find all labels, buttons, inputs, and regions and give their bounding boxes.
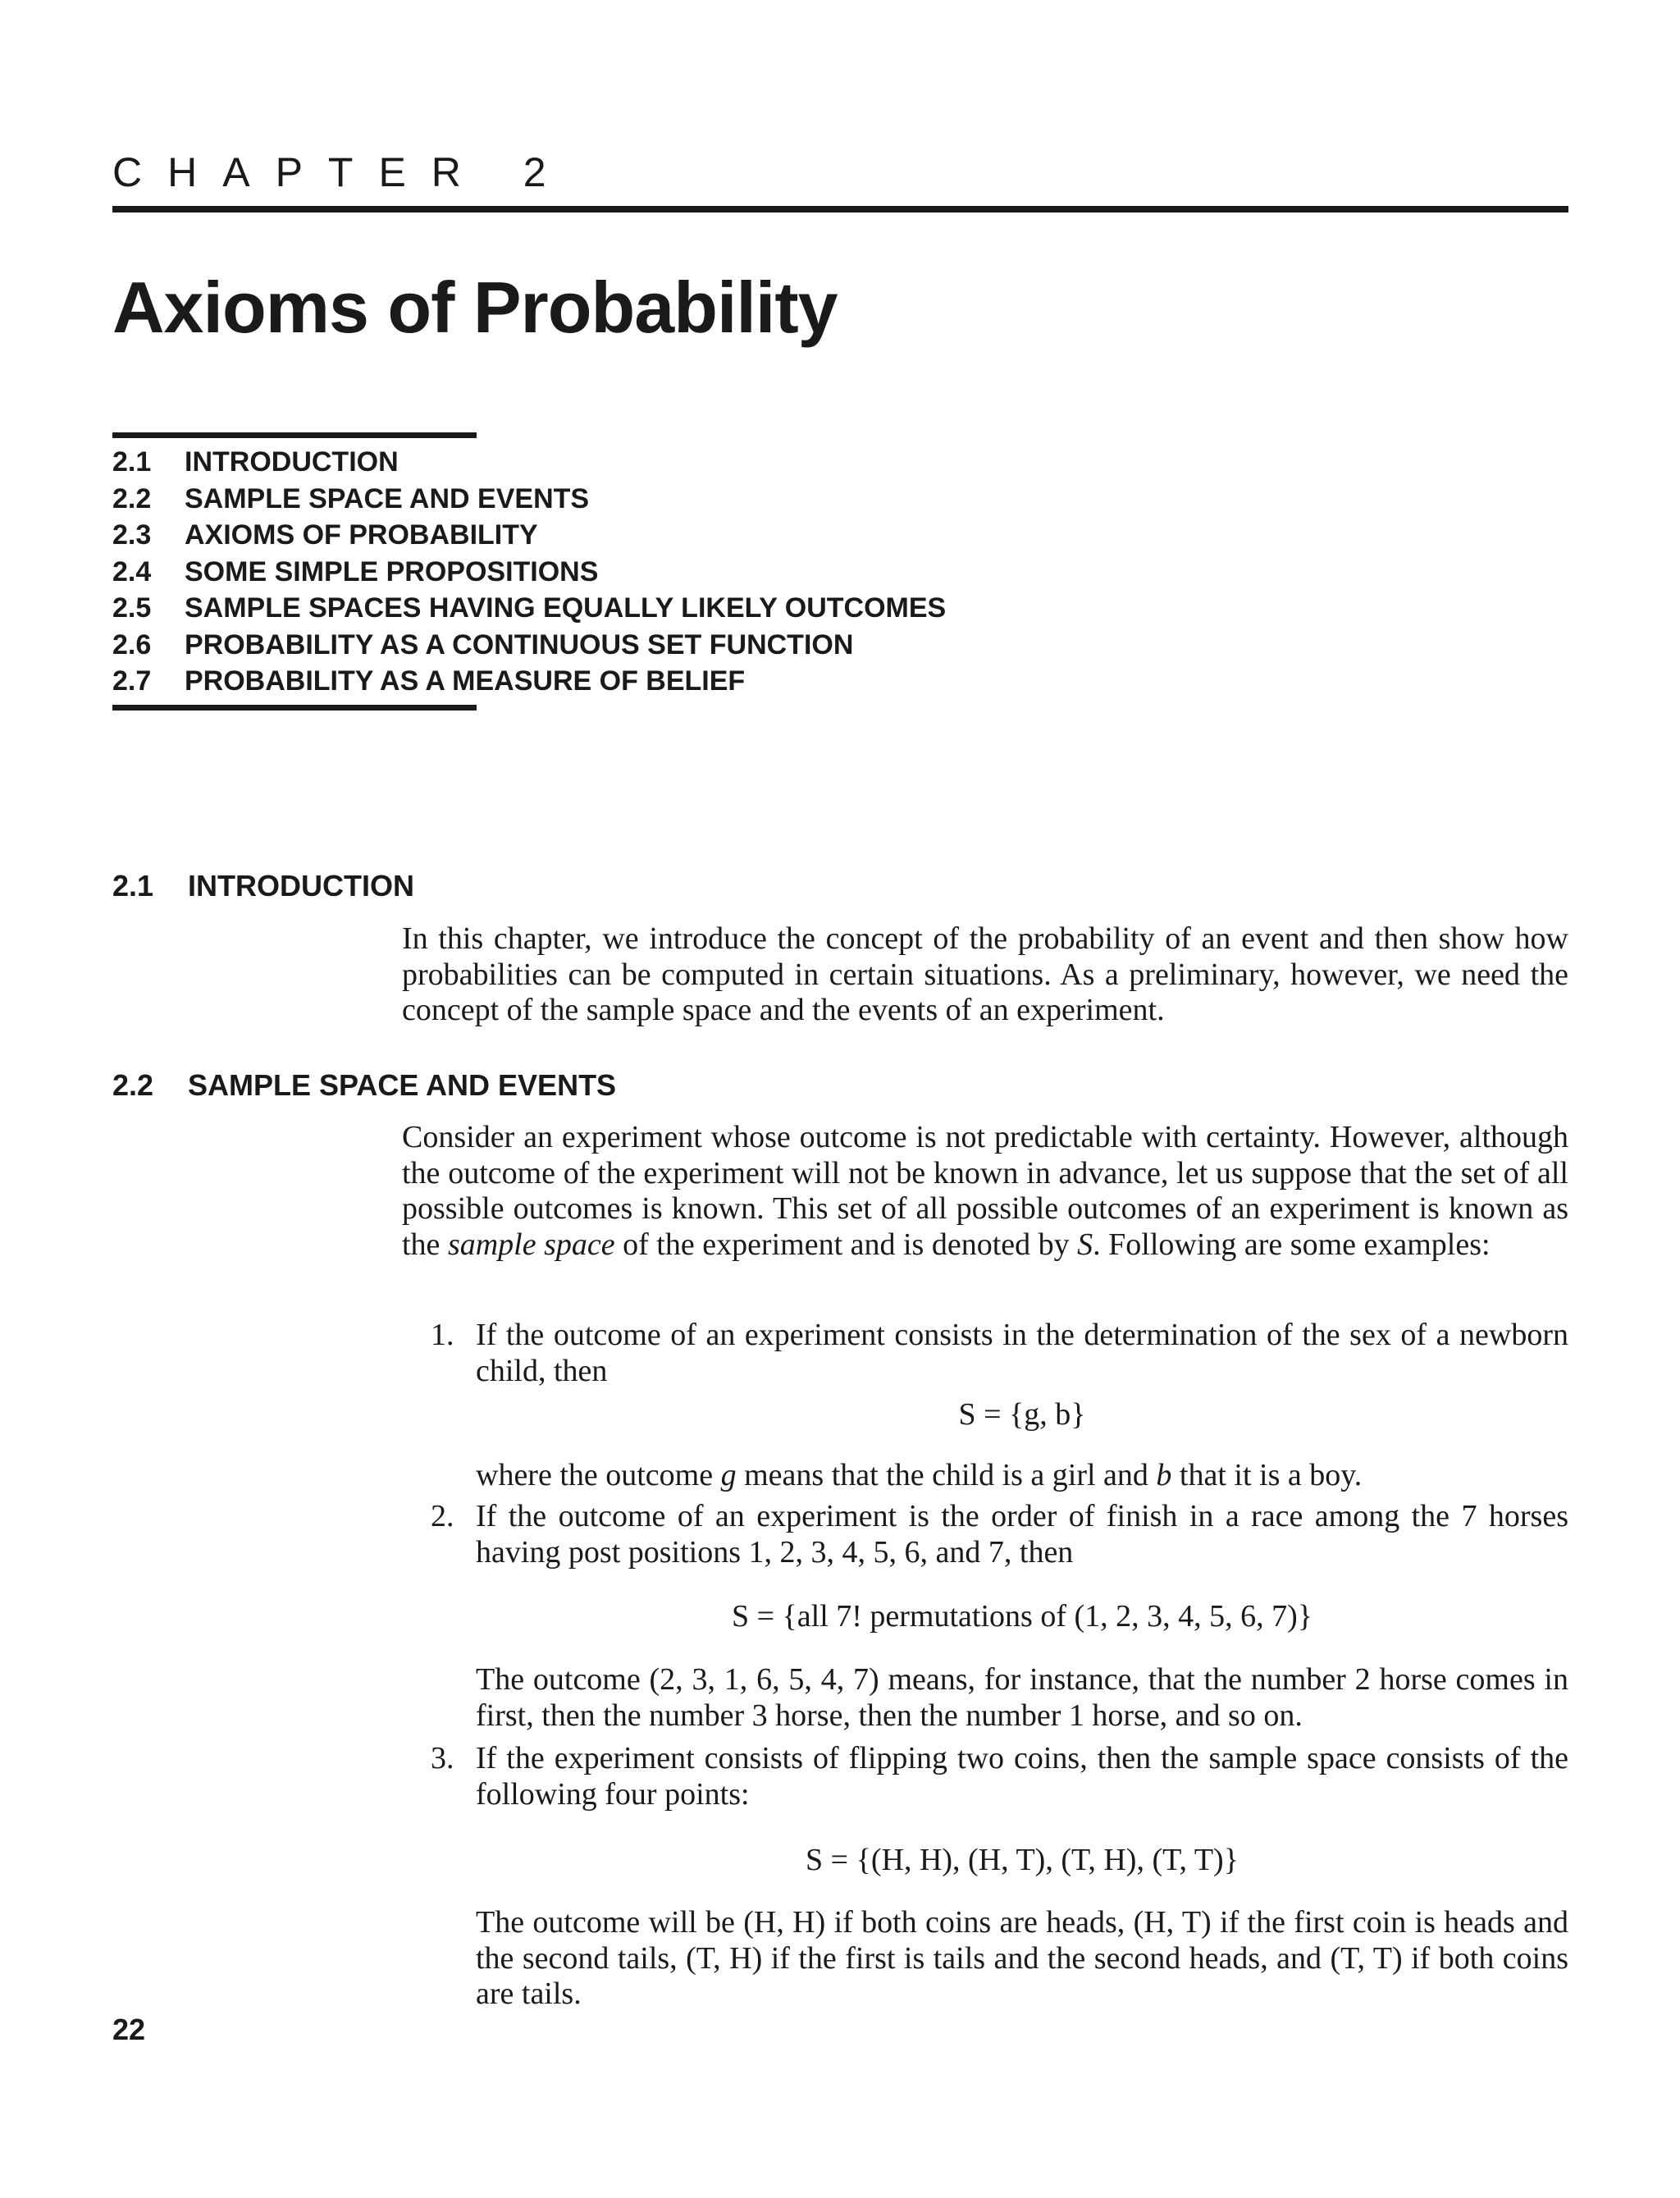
- toc-item-number: 2.3: [112, 519, 152, 551]
- toc-item-number: 2.7: [112, 665, 152, 697]
- toc-item: [112, 590, 946, 627]
- symbol-b: b: [1156, 1458, 1172, 1492]
- equation-two-coins: S = {(H, H), (H, T), (T, H), (T, T)}: [806, 1843, 1239, 1877]
- toc-item-title: PROBABILITY AS A CONTINUOUS SET FUNCTION: [185, 628, 854, 660]
- toc-top-rule: [112, 432, 477, 438]
- followup-text: means that the child is a girl and: [736, 1458, 1157, 1492]
- example-number: 2.: [431, 1499, 454, 1533]
- toc-item-title: SOME SIMPLE PROPOSITIONS: [185, 555, 599, 587]
- section-heading-introduction: [112, 868, 414, 904]
- toc-item-number: 2.4: [112, 555, 152, 587]
- toc-item-title: SAMPLE SPACES HAVING EQUALLY LIKELY OUTCOMES: [185, 592, 947, 624]
- sample-space-paragraph: [402, 1120, 1568, 1263]
- example-followup: The outcome (2, 3, 1, 6, 5, 4, 7) means, for instance, that the number 2 horse comes in first, then the number 3 horse, then the number 1 horse, and so on.: [476, 1662, 1568, 1733]
- page-number: 22: [112, 2013, 146, 2046]
- term-sample-space: sample space: [447, 1227, 615, 1262]
- paragraph-text: of the experiment and is denoted by: [614, 1227, 1078, 1262]
- toc-item-title: AXIOMS OF PROBABILITY: [185, 519, 538, 551]
- toc-item-title: INTRODUCTION: [185, 446, 399, 478]
- toc-item-title: PROBABILITY AS A MEASURE OF BELIEF: [185, 665, 746, 697]
- example-number: 3.: [431, 1741, 454, 1775]
- example-text: If the outcome of an experiment consists in the determination of the sex of a newborn child, then: [476, 1318, 1568, 1388]
- toc-item-title: SAMPLE SPACE AND EVENTS: [185, 482, 590, 514]
- section-title: SAMPLE SPACE AND EVENTS: [188, 1068, 617, 1102]
- section-number: 2.2: [112, 1068, 154, 1102]
- section-heading-sample-space: [112, 1067, 616, 1104]
- equation-sex-of-child: S = {g, b}: [958, 1397, 1086, 1432]
- equation-permutations: S = {all 7! permutations of (1, 2, 3, 4, 5, 6, 7)}: [731, 1599, 1313, 1634]
- section-title: INTRODUCTION: [188, 869, 414, 903]
- toc-item: [112, 481, 946, 518]
- example-text: If the outcome of an experiment is the order of finish in a race among the 7 horses having post positions 1, 2, 3, 4, 5, 6, and 7, then: [476, 1499, 1568, 1570]
- followup-text: where the outcome: [476, 1458, 721, 1492]
- chapter-rule: [112, 206, 1568, 212]
- chapter-label: CHAPTER 2: [112, 149, 572, 195]
- toc-item-number: 2.2: [112, 482, 152, 514]
- toc-item: [112, 663, 946, 700]
- symbol-g: g: [720, 1458, 737, 1492]
- chapter-toc: [112, 444, 946, 700]
- paragraph-text: . Following are some examples:: [1093, 1227, 1491, 1262]
- followup-text: that it is a boy.: [1171, 1458, 1363, 1492]
- toc-item: [112, 627, 946, 664]
- example-number: 1.: [431, 1318, 454, 1352]
- section-number: 2.1: [112, 869, 154, 903]
- toc-item: [112, 554, 946, 591]
- symbol-s: S: [1077, 1227, 1093, 1262]
- toc-item-number: 2.1: [112, 446, 152, 478]
- chapter-title: Axioms of Probability: [112, 267, 838, 348]
- toc-item: [112, 517, 946, 554]
- toc-item-number: 2.5: [112, 592, 152, 624]
- paragraph-text: Consider an experiment whose outcome is not predictable with certainty. However, although the outcome of the experiment will not be known in advance, let us suppose that the set of all possible outcomes is known. This set of all possible outcomes of an experiment is known as the: [402, 1120, 1568, 1262]
- toc-item: [112, 444, 946, 481]
- example-text: If the experiment consists of flipping two coins, then the sample space consists of the following four points:: [476, 1741, 1568, 1812]
- example-followup: The outcome will be (H, H) if both coins are heads, (H, T) if the first coin is heads and the second tails, (T, H) if the first is tails and the second heads, and (T, T) if both coins are tails.: [476, 1905, 1568, 2011]
- toc-bottom-rule: [112, 705, 477, 711]
- example-followup: [476, 1458, 1568, 1494]
- toc-item-number: 2.6: [112, 628, 152, 660]
- introduction-paragraph: In this chapter, we introduce the concept of the probability of an event and then show how probabilities can be computed in certain situations. As a preliminary, however, we need the concept of the sample space and the events of an experiment.: [402, 921, 1568, 1027]
